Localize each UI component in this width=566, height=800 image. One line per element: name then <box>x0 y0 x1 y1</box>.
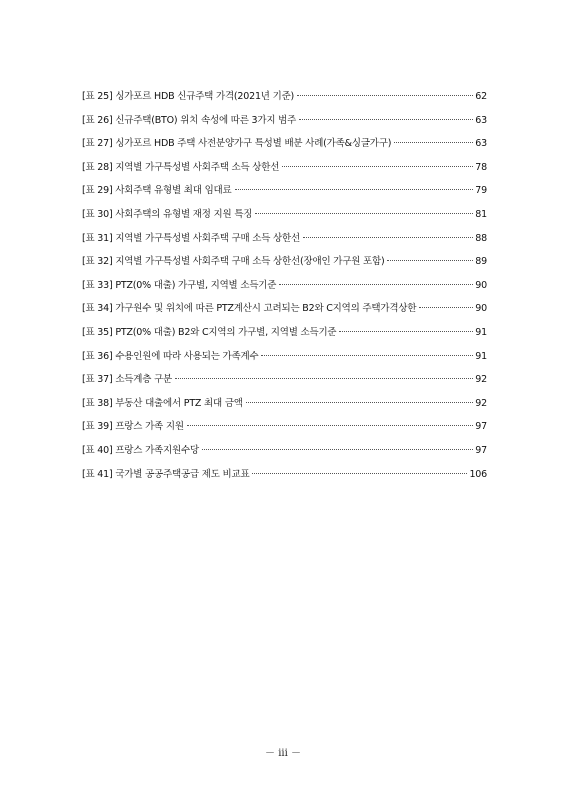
dot-leader <box>255 213 473 214</box>
toc-entry-label: [표 30] 사회주택의 유형별 재정 지원 특징 <box>82 208 253 220</box>
table-list <box>82 91 487 492</box>
toc-entry[interactable] <box>82 256 487 280</box>
dot-leader <box>279 284 473 285</box>
toc-entry-label: [표 27] 싱가포르 HDB 주택 사전분양가구 특성별 배분 사례(가족&싱글가구) <box>82 138 392 150</box>
toc-entry-label: [표 28] 지역별 가구특성별 사회주택 소득 상한선 <box>82 161 280 173</box>
toc-entry[interactable] <box>82 185 487 209</box>
toc-entry[interactable] <box>82 91 487 115</box>
toc-entry-label: [표 32] 지역별 가구특성별 사회주택 구매 소득 상한선(장애인 가구원 포함) <box>82 256 385 268</box>
toc-entry-label: [표 38] 부동산 대출에서 PTZ 최대 금액 <box>82 397 243 409</box>
toc-entry-page: 90 <box>475 303 487 315</box>
dot-leader <box>339 331 473 332</box>
toc-entry[interactable] <box>82 445 487 469</box>
dot-leader <box>299 119 473 120</box>
toc-entry[interactable] <box>82 398 487 422</box>
toc-entry-label: [표 35] PTZ(0% 대출) B2와 C지역의 가구별, 지역별 소득기준 <box>82 326 337 338</box>
toc-entry[interactable] <box>82 280 487 304</box>
dot-leader <box>419 307 473 308</box>
toc-entry[interactable] <box>82 327 487 351</box>
toc-entry-page: 89 <box>475 256 487 268</box>
toc-entry-page: 90 <box>475 279 487 291</box>
toc-entry-label: [표 41] 국가별 공공주택공급 제도 비교표 <box>82 468 250 480</box>
dot-leader <box>297 95 473 96</box>
toc-entry[interactable] <box>82 138 487 162</box>
toc-entry-label: [표 33] PTZ(0% 대출) 가구별, 지역별 소득기준 <box>82 279 277 291</box>
page-number: － iii － <box>265 748 301 759</box>
toc-entry-label: [표 37] 소득계층 구분 <box>82 374 172 386</box>
dot-leader <box>246 402 474 403</box>
toc-entry-page: 92 <box>475 374 487 386</box>
dot-leader <box>187 425 474 426</box>
toc-entry-page: 91 <box>475 350 487 362</box>
toc-entry-page: 92 <box>475 397 487 409</box>
toc-entry[interactable] <box>82 374 487 398</box>
toc-entry[interactable] <box>82 162 487 186</box>
toc-entry[interactable] <box>82 209 487 233</box>
toc-entry-label: [표 25] 싱가포르 HDB 신규주택 가격(2021년 기준) <box>82 91 295 102</box>
toc-entry-page: 97 <box>475 421 487 433</box>
toc-entry-label: [표 36] 수용인원에 따라 사용되는 가족계수 <box>82 350 259 362</box>
toc-entry-label: [표 34] 가구원수 및 위치에 따른 PTZ계산시 고려되는 B2와 C지역의 주택가격상한 <box>82 303 417 315</box>
toc-entry-page: 88 <box>475 232 487 244</box>
dot-leader <box>282 166 473 167</box>
dot-leader <box>202 449 473 450</box>
toc-entry-page: 97 <box>475 444 487 456</box>
toc-entry[interactable] <box>82 303 487 327</box>
toc-entry-page: 79 <box>475 185 487 197</box>
toc-entry-label: [표 40] 프랑스 가족지원수당 <box>82 444 199 456</box>
dot-leader <box>175 378 473 379</box>
toc-entry[interactable] <box>82 469 487 493</box>
toc-entry-label: [표 31] 지역별 가구특성별 사회주택 구매 소득 상한선 <box>82 232 300 244</box>
toc-entry-page: 78 <box>475 161 487 173</box>
dot-leader <box>387 260 473 261</box>
toc-entry[interactable] <box>82 351 487 375</box>
toc-entry-label: [표 29] 사회주택 유형별 최대 임대료 <box>82 185 232 197</box>
toc-entry-page: 91 <box>475 326 487 338</box>
toc-entry-page: 106 <box>469 468 487 480</box>
toc-entry-page: 62 <box>475 91 487 102</box>
toc-entry[interactable] <box>82 115 487 139</box>
toc-entry-label: [표 39] 프랑스 가족 지원 <box>82 421 184 433</box>
dot-leader <box>235 189 474 190</box>
dot-leader <box>394 142 473 143</box>
toc-entry-page: 63 <box>475 114 487 126</box>
toc-entry[interactable] <box>82 233 487 257</box>
toc-entry[interactable] <box>82 421 487 445</box>
dot-leader <box>303 237 473 238</box>
dot-leader <box>261 355 473 356</box>
dot-leader <box>252 473 467 474</box>
toc-entry-label: [표 26] 신규주택(BTO) 위치 속성에 따른 3가지 범주 <box>82 114 297 126</box>
toc-entry-page: 81 <box>475 208 487 220</box>
toc-entry-page: 63 <box>475 138 487 150</box>
